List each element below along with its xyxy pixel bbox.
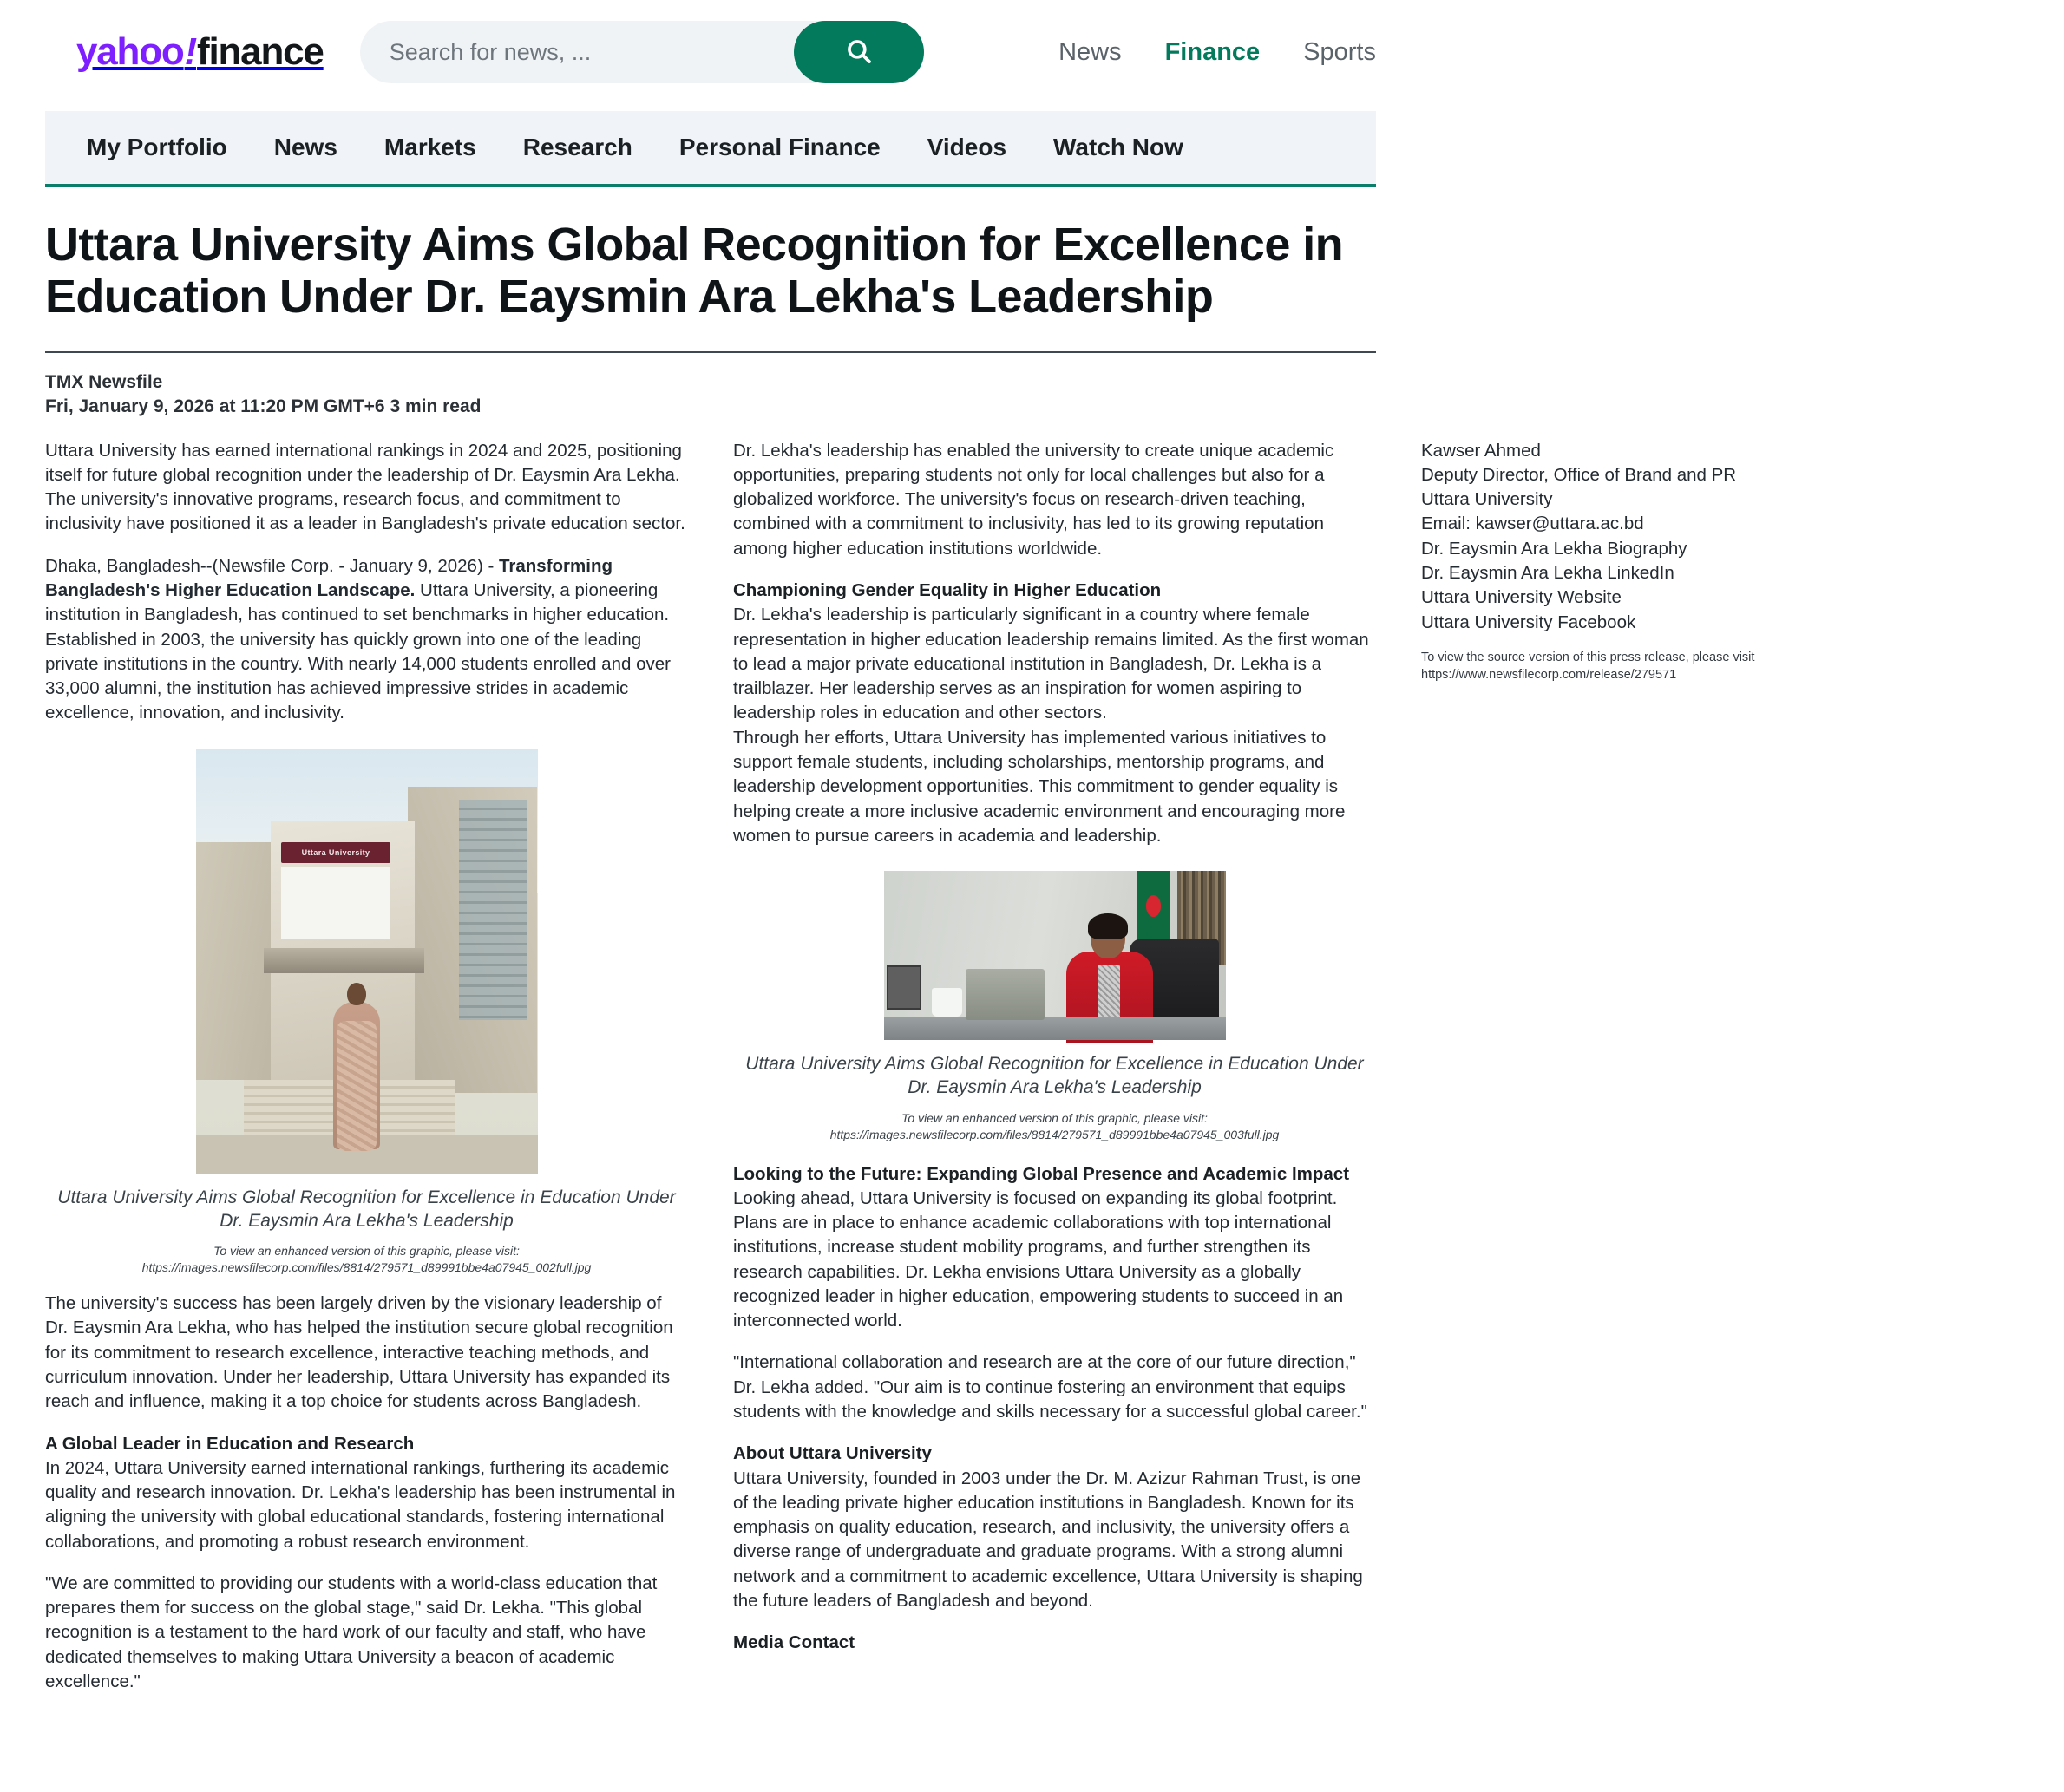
- paragraph-opportunities: Dr. Lekha's leadership has enabled the university to create unique academic opportunities, preparing students not only for local challenges but also for a globalized workforce. The university's focus on research-driven teaching, combined with a commitment to inclusivity, has led to its growing reputation among higher education institutions worldwide.: [733, 440, 1334, 559]
- subnav-item-personal-finance[interactable]: Personal Finance: [678, 134, 881, 160]
- byline-timestamp: Fri, January 9, 2026 at 11:20 PM GMT+6 3 min read: [45, 396, 482, 417]
- dateline-prefix: Dhaka, Bangladesh--(Newsfile Corp. - January 9, 2026) -: [45, 555, 499, 576]
- mug-icon: [932, 988, 962, 1017]
- search-icon: [844, 36, 874, 69]
- figure-portrait-caption: Uttara University Aims Global Recognition for Excellence in Education Under Dr. Eaysmin Ara Lekha's Leadership: [745, 1054, 1364, 1098]
- media-contact-list: [1421, 439, 2064, 635]
- heading-about: About Uttara University: [733, 1443, 932, 1464]
- figure-campus-caption: Uttara University Aims Global Recognition for Excellence in Education Under Dr. Eaysmin Ara Lekha's Leadership: [57, 1187, 676, 1232]
- campus-sign-text: Uttara University: [281, 842, 390, 864]
- link-lekha-linkedin[interactable]: Dr. Eaysmin Ara Lekha LinkedIn: [1421, 563, 1674, 584]
- laptop-icon: [966, 969, 1045, 1020]
- subnav-item-watch-now[interactable]: Watch Now: [1053, 134, 1183, 160]
- figure-portrait-url[interactable]: https://images.newsfilecorp.com/files/8814/279571_d89991bbe4a07945_003full.jpg: [829, 1127, 1280, 1141]
- logo-yahoo-text: yahoo: [76, 30, 184, 73]
- figure-portrait: [733, 871, 1376, 1142]
- yahoo-finance-logo[interactable]: [76, 30, 324, 74]
- link-university-facebook[interactable]: Uttara University Facebook: [1421, 612, 1636, 632]
- figure-campus-url[interactable]: https://images.newsfilecorp.com/files/8814/279571_d89991bbe4a07945_002full.jpg: [141, 1260, 592, 1275]
- campus-photo[interactable]: [196, 749, 538, 1174]
- photo-canopy: [264, 948, 424, 973]
- figure-campus-note: [45, 1243, 688, 1276]
- top-nav: [1058, 38, 1376, 67]
- logo-finance-text: finance: [197, 30, 324, 73]
- title-divider: [45, 351, 1376, 353]
- article-body: [0, 187, 1755, 1792]
- figure-campus: [45, 749, 688, 1276]
- dateline-bold: Transforming Bangladesh's Higher Education Landscape.: [45, 555, 613, 601]
- sub-nav: [45, 111, 1376, 184]
- portrait-photo[interactable]: [884, 871, 1226, 1040]
- search-bar[interactable]: [360, 21, 924, 83]
- subnav-item-news[interactable]: News: [273, 134, 337, 160]
- heading-gender-equality: Championing Gender Equality in Higher Education: [733, 580, 1162, 601]
- search-button[interactable]: [794, 21, 924, 83]
- source-note-block: [1421, 649, 2064, 684]
- topnav-item-sports[interactable]: Sports: [1303, 37, 1376, 66]
- topnav-item-news[interactable]: News: [1058, 37, 1122, 66]
- photo-frame-icon: [887, 965, 921, 1010]
- subnav-item-my-portfolio[interactable]: My Portfolio: [87, 134, 227, 160]
- portrait-desk: [884, 1017, 1226, 1040]
- paragraph-quote-education: "We are committed to providing our students with a world-class education that prepares them for success on the global stage," said Dr. Lekha. "This global recognition is a testament to the hard work of our faculty and staff, who have dedicated themselves to making Uttara University a beacon of academic excellence.": [45, 1573, 658, 1692]
- heading-media-contact: Media Contact: [733, 1632, 855, 1653]
- contact-org: Uttara University: [1421, 489, 1553, 510]
- site-header: [0, 0, 1421, 104]
- contact-title: Deputy Director, Office of Brand and PR: [1421, 464, 1737, 485]
- contact-email[interactable]: Email: kawser@uttara.ac.bd: [1421, 513, 1644, 534]
- topnav-item-finance[interactable]: Finance: [1164, 37, 1261, 66]
- figure-portrait-note-text: To view an enhanced version of this graphic, please visit:: [901, 1110, 1208, 1125]
- subnav-item-research[interactable]: Research: [522, 134, 632, 160]
- logo-bang-icon: !: [184, 30, 197, 73]
- heading-future: Looking to the Future: Expanding Global Presence and Academic Impact: [733, 1163, 1350, 1184]
- paragraph-intro: Uttara University has earned international rankings in 2024 and 2025, positioning itself for future global recognition under the leadership of Dr. Eaysmin Ara Lekha. The university's innovative programs, research focus, and commitment to inclusivity have positioned it as a leader in Bangladesh's private education sector.: [45, 440, 685, 534]
- paragraph-future: Looking ahead, Uttara University is focused on expanding its global footprint. Plans are in place to enhance academic collaborations with top international institutions, increase student mobility programs, and further strengthen its research capabilities. Dr. Lekha envisions Uttara University as a globally recognized leader in higher education, empowering students to succeed in an interconnected world.: [733, 1187, 1344, 1331]
- paragraph-quote-collaboration: "International collaboration and research are at the core of our future direction," Dr. Lekha added. "Our aim is to continue fostering an environment that equips students with the knowledge and skills necessary for a successful global career.": [733, 1352, 1367, 1422]
- figure-portrait-note: [733, 1110, 1376, 1143]
- photo-glass-facade: [459, 800, 527, 1021]
- source-release-url[interactable]: https://www.newsfilecorp.com/release/279571: [1421, 668, 1677, 683]
- link-lekha-bio[interactable]: Dr. Eaysmin Ara Lekha Biography: [1421, 538, 1687, 559]
- heading-global-leader: A Global Leader in Education and Research: [45, 1433, 415, 1454]
- contact-name: Kawser Ahmed: [1421, 440, 1541, 461]
- figure-campus-note-text: To view an enhanced version of this graphic, please visit:: [213, 1244, 520, 1259]
- subnav-item-videos[interactable]: Videos: [927, 134, 1007, 160]
- subnav-item-markets[interactable]: Markets: [383, 134, 476, 160]
- page-title: Uttara University Aims Global Recognition for Excellence in Education Under Dr. Eaysmin Ara Lekha's Leadership: [45, 219, 1343, 324]
- dateline-rest: Uttara University, a pioneering institution in Bangladesh, has continued to set benchmarks in higher education. Established in 2003, the university has quickly grown into one of the leading private institutions in the country. With nearly 14,000 students enrolled and over 33,000 alumni, the institution has achieved impressive strides in academic excellence, innovation, and inclusivity.: [45, 580, 671, 723]
- article-columns: [45, 439, 1755, 1792]
- photo-white-panel: [281, 867, 390, 939]
- paragraph-about: Uttara University, founded in 2003 under the Dr. M. Azizur Rahman Trust, is one of the leading private higher education institutions in Bangladesh. Known for its emphasis on quality education, research, and inclusivity, the university offers a diverse range of undergraduate and graduate programs. With a strong alumni network and a commitment to academic excellence, Uttara University is shaping the future leaders of Bangladesh and beyond.: [733, 1468, 1363, 1611]
- paragraph-rankings: In 2024, Uttara University earned international rankings, furthering its academic quality and research innovation. Dr. Lekha's leadership has been instrumental in aligning the university with global educational standards, fostering international collaborations, and promoting a robust research environment.: [45, 1457, 676, 1552]
- source-note-text: To view the source version of this press release, please visit: [1421, 650, 1755, 664]
- paragraph-gender-1: Dr. Lekha's leadership is particularly significant in a country where female representation in higher education leadership remains limited. As the first woman to lead a major private educational institution in Bangladesh, Dr. Lekha is a trailblazer. Her leadership serves as an inspiration for women aspiring to leadership roles in education and other sectors.: [733, 605, 1369, 723]
- search-input[interactable]: [360, 21, 794, 83]
- byline: [45, 370, 1376, 420]
- paragraph-success: The university's success has been largely driven by the visionary leadership of Dr. Eaysmin Ara Lekha, who has helped the institution secure global recognition for its commitment to research excellence, interactive teaching methods, and curriculum innovation. Under her leadership, Uttara University has expanded its reach and influence, making it a top choice for students across Bangladesh.: [45, 1293, 673, 1412]
- link-university-website[interactable]: Uttara University Website: [1421, 587, 1622, 608]
- photo-person-figure: [328, 983, 385, 1148]
- paragraph-dateline: [45, 554, 688, 726]
- byline-source: TMX Newsfile: [45, 371, 163, 392]
- paragraph-gender-2: Through her efforts, Uttara University has implemented various initiatives to support female students, including scholarships, mentorship programs, and leadership development opportunities. This commitment to gender equality is helping create a more inclusive academic environment and encouraging more women to pursue careers in academia and leadership.: [733, 727, 1346, 846]
